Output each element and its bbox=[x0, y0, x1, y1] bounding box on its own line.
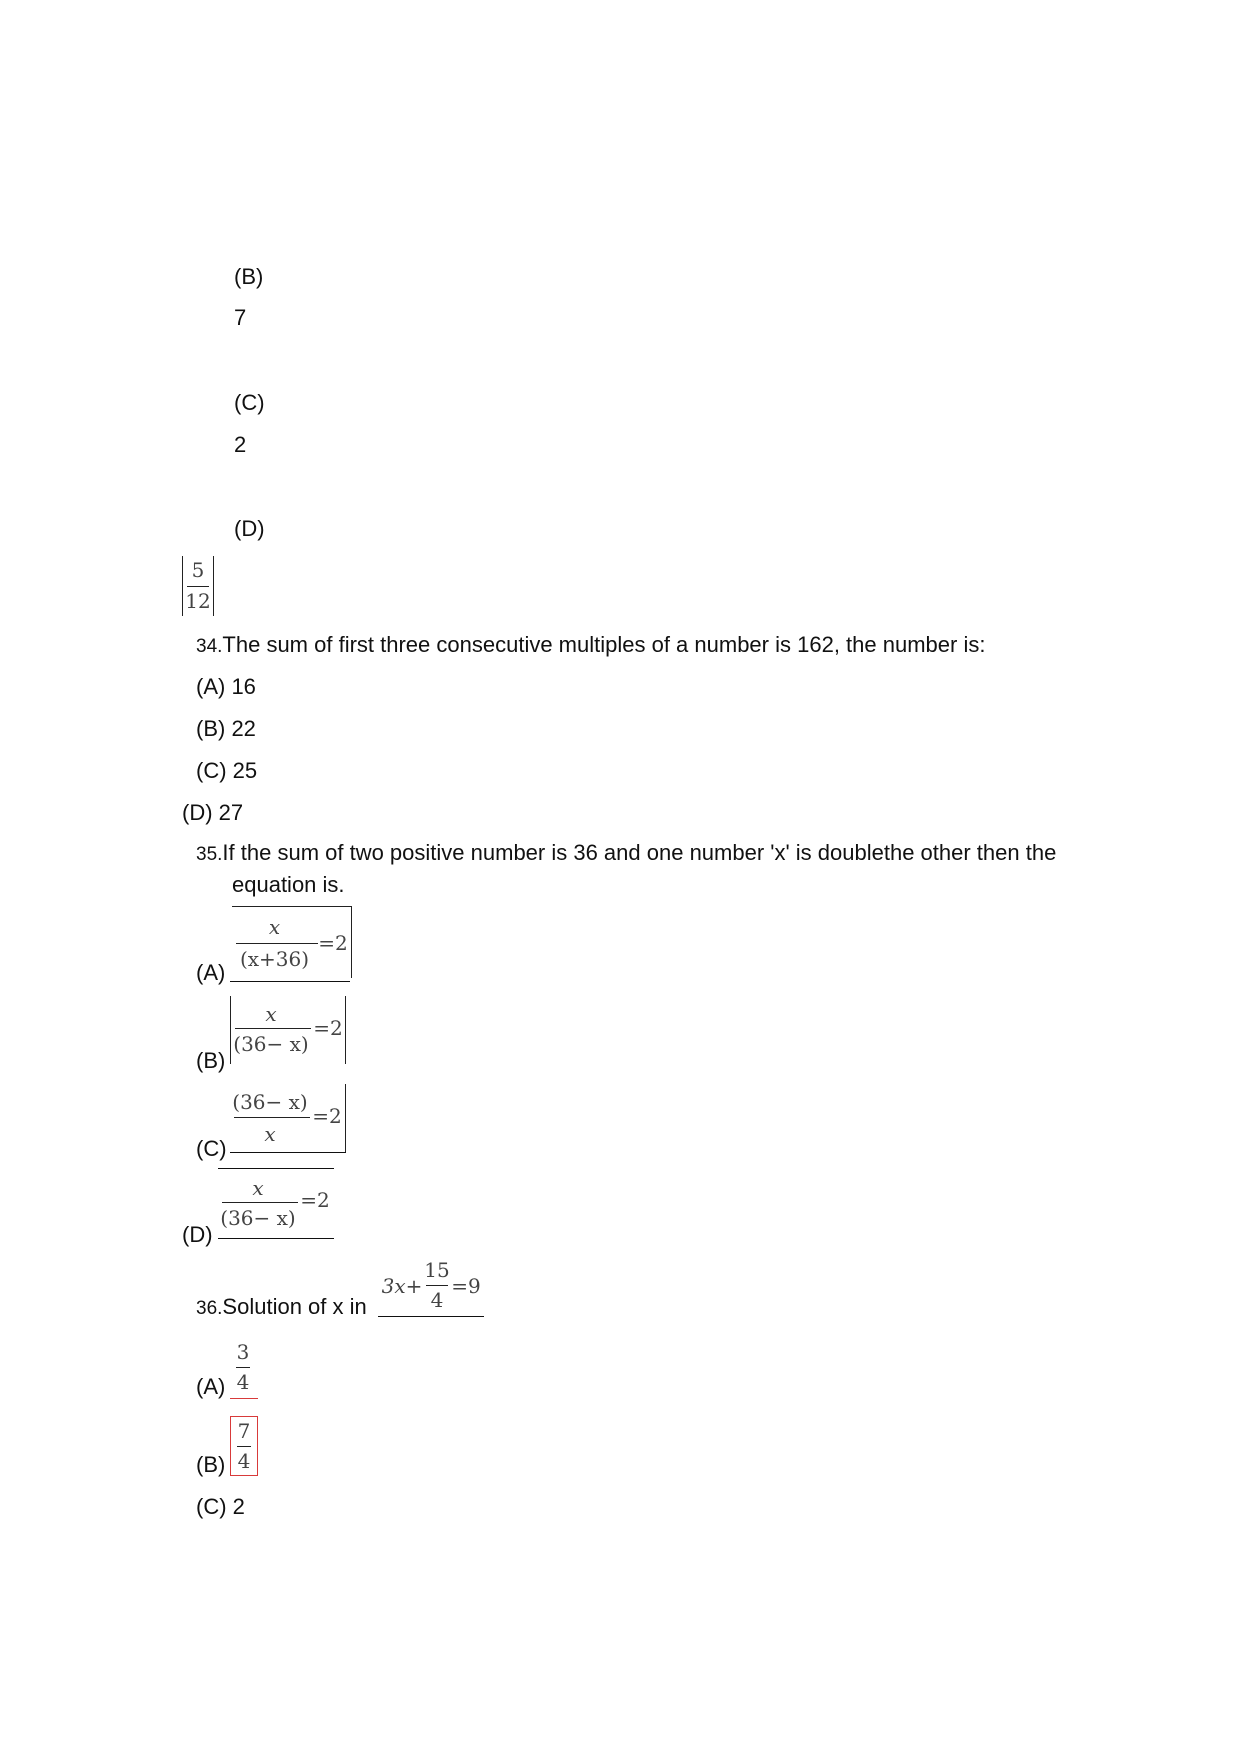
q36-option-c: (C) 2 bbox=[196, 1494, 245, 1519]
fraction-bar bbox=[222, 1202, 298, 1203]
q35-option-b-label: (B) bbox=[196, 1048, 226, 1073]
q35-option-a-underline bbox=[230, 981, 350, 982]
q35-option-c-underline bbox=[230, 1152, 346, 1153]
q35-option-d-underline bbox=[218, 1238, 334, 1239]
denominator: x bbox=[264, 1122, 276, 1146]
q33-option-b-value: 7 bbox=[234, 305, 247, 330]
numerator: (36− x) bbox=[232, 1090, 308, 1114]
fraction-bar bbox=[187, 586, 209, 587]
numerator: x bbox=[252, 1176, 264, 1200]
numerator: x bbox=[268, 915, 281, 939]
q36-number: 36. bbox=[196, 1298, 223, 1319]
q35-option-a-equation bbox=[232, 906, 352, 978]
q34-option-a: (A) 16 bbox=[196, 674, 256, 699]
q36-text bbox=[196, 1294, 367, 1322]
q34-option-c: (C) 25 bbox=[196, 758, 258, 783]
q35-option-c-equation bbox=[230, 1084, 346, 1152]
q34-option-d: (D) 27 bbox=[182, 800, 244, 825]
q35-question: If the sum of two positive number is 36 and one number 'x' is doublethe other then the equation is. bbox=[222, 840, 1057, 897]
q33-option-c-value: 2 bbox=[234, 432, 247, 457]
q33-option-b-label: (B) bbox=[234, 264, 264, 289]
rhs: =2 bbox=[318, 931, 348, 955]
denominator: (36− x) bbox=[220, 1206, 296, 1230]
numerator: 7 bbox=[237, 1419, 251, 1443]
q36-equation-underline bbox=[378, 1316, 484, 1317]
rhs: =2 bbox=[313, 1016, 343, 1040]
q35-option-c-label: (C) bbox=[196, 1136, 227, 1161]
numerator: x bbox=[265, 1002, 277, 1026]
fraction-denominator: 12 bbox=[185, 589, 211, 613]
q35-option-d-topline bbox=[218, 1168, 334, 1169]
q35-number: 35. bbox=[196, 844, 223, 865]
q34-question: The sum of first three consecutive multiples of a number is 162, the number is: bbox=[222, 632, 986, 657]
q35-text bbox=[196, 838, 1092, 900]
q33-option-d-label: (D) bbox=[234, 516, 265, 541]
q36-equation bbox=[380, 1256, 484, 1316]
q35-option-a-label: (A) bbox=[196, 960, 226, 985]
q35-option-b-equation bbox=[230, 996, 346, 1064]
fraction-bar bbox=[235, 1028, 311, 1029]
q36-option-b-fraction bbox=[230, 1416, 258, 1476]
fraction-bar bbox=[234, 1117, 310, 1118]
q36-option-b-label: (B) bbox=[196, 1452, 226, 1477]
numerator: 3 bbox=[236, 1340, 250, 1364]
fraction-bar bbox=[236, 943, 318, 944]
rhs: =2 bbox=[312, 1104, 342, 1128]
fraction-bar bbox=[236, 1367, 250, 1368]
denominator: (x+36) bbox=[239, 947, 310, 971]
q36-option-a-underline bbox=[230, 1398, 258, 1399]
denominator: 4 bbox=[430, 1288, 444, 1312]
q35-option-d-equation bbox=[218, 1170, 334, 1236]
fraction-bar bbox=[237, 1446, 251, 1447]
rhs: =9 bbox=[451, 1274, 481, 1298]
q36-option-a-label: (A) bbox=[196, 1374, 226, 1399]
denominator: 4 bbox=[236, 1370, 250, 1394]
q34-option-b: (B) 22 bbox=[196, 716, 256, 741]
q34-number: 34. bbox=[196, 636, 223, 657]
fraction-bar bbox=[426, 1285, 448, 1286]
fraction-numerator: 5 bbox=[191, 558, 205, 582]
equation-left: 3x+ bbox=[381, 1274, 423, 1298]
denominator: (36− x) bbox=[233, 1032, 309, 1056]
q36-question: Solution of x in bbox=[222, 1294, 367, 1319]
q33-option-d-fraction bbox=[182, 556, 214, 616]
rhs: =2 bbox=[300, 1188, 330, 1212]
denominator: 4 bbox=[237, 1449, 251, 1473]
q33-option-c-label: (C) bbox=[234, 390, 265, 415]
q36-option-a-fraction bbox=[230, 1338, 258, 1398]
numerator: 15 bbox=[424, 1258, 450, 1282]
q34-text bbox=[196, 630, 1036, 662]
q35-option-d-label: (D) bbox=[182, 1222, 213, 1247]
